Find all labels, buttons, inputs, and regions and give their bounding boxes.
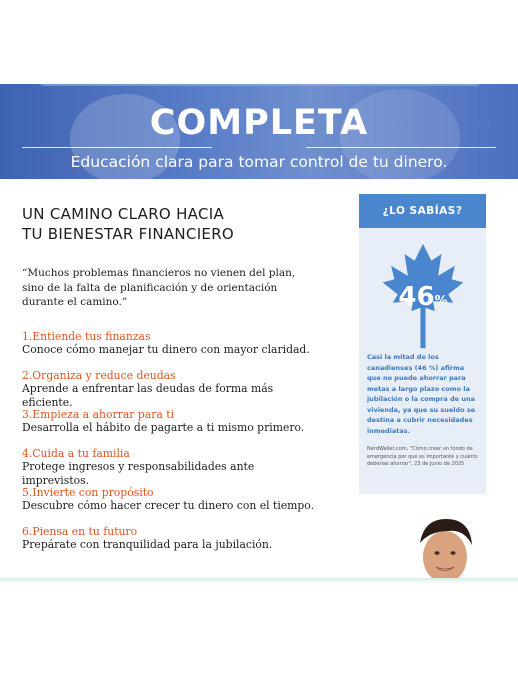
heading-line-1: UN CAMINO CLARO HACIA	[22, 205, 225, 223]
percent-stat	[381, 282, 465, 312]
list-item	[22, 486, 322, 525]
step-title: 1.Entiende tus finanzas	[22, 330, 151, 343]
step-description: Conoce cómo manejar tu dinero con mayor claridad.	[22, 343, 310, 356]
percent-sign: %	[434, 294, 448, 309]
step-description: Prepárate con tranquilidad para la jubilación.	[22, 538, 273, 551]
divider-right	[306, 147, 496, 148]
banner-subtitle: Educación clara para tomar control de tu dinero.	[70, 153, 448, 171]
source-citation: NerdWallet.com, "Cómo crear un fondo de emergencia por qué es importante y cuánto deberías ahorrar", 23 de junio de 2025	[367, 446, 478, 467]
heading-line-2: TU BIENESTAR FINANCIERO	[22, 225, 235, 243]
step-title: 3.Empieza a ahorrar para ti	[22, 408, 175, 421]
bottom-divider	[0, 578, 518, 584]
list-item	[22, 408, 322, 447]
step-description: Desarrolla el hábito de pagarte a ti mismo primero.	[22, 421, 305, 434]
cropped-title-line	[40, 84, 480, 86]
fact-text: Casi la mitad de los canadienses (46 %) afirma que no puede ahorrar para metas a largo plazo como la jubilación o la compra de una vivienda, ya que su sueldo se destina a cubrir necesidades inmediatas.	[367, 353, 476, 435]
divider-left	[22, 147, 212, 148]
step-description: Protege ingresos y responsabilidades ante imprevistos.	[22, 460, 255, 487]
banner-title: COMPLETA	[149, 103, 369, 143]
step-title: 4.Cuida a tu familia	[22, 447, 130, 460]
list-item	[22, 330, 322, 369]
did-you-know-box	[359, 194, 486, 494]
section-heading	[22, 204, 234, 244]
person-photo	[412, 515, 478, 585]
list-item	[22, 369, 322, 408]
did-you-know-header: ¿LO SABÍAS?	[359, 194, 486, 228]
percent-value: 46	[398, 282, 435, 312]
hero-banner	[0, 84, 518, 179]
step-description: Aprende a enfrentar las deudas de forma más eficiente.	[22, 382, 274, 409]
steps-list	[22, 330, 322, 564]
step-title: 2.Organiza y reduce deudas	[22, 369, 176, 382]
quote: “Muchos problemas financieros no vienen del plan, sino de la falta de planificación y de orientación durante el camino.”	[22, 267, 296, 308]
list-item	[22, 447, 322, 486]
list-item	[22, 525, 322, 564]
step-description: Descubre cómo hacer crecer tu dinero con el tiempo.	[22, 499, 315, 512]
step-title: 6.Piensa en tu futuro	[22, 525, 138, 538]
step-title: 5.Invierte con propósito	[22, 486, 154, 499]
